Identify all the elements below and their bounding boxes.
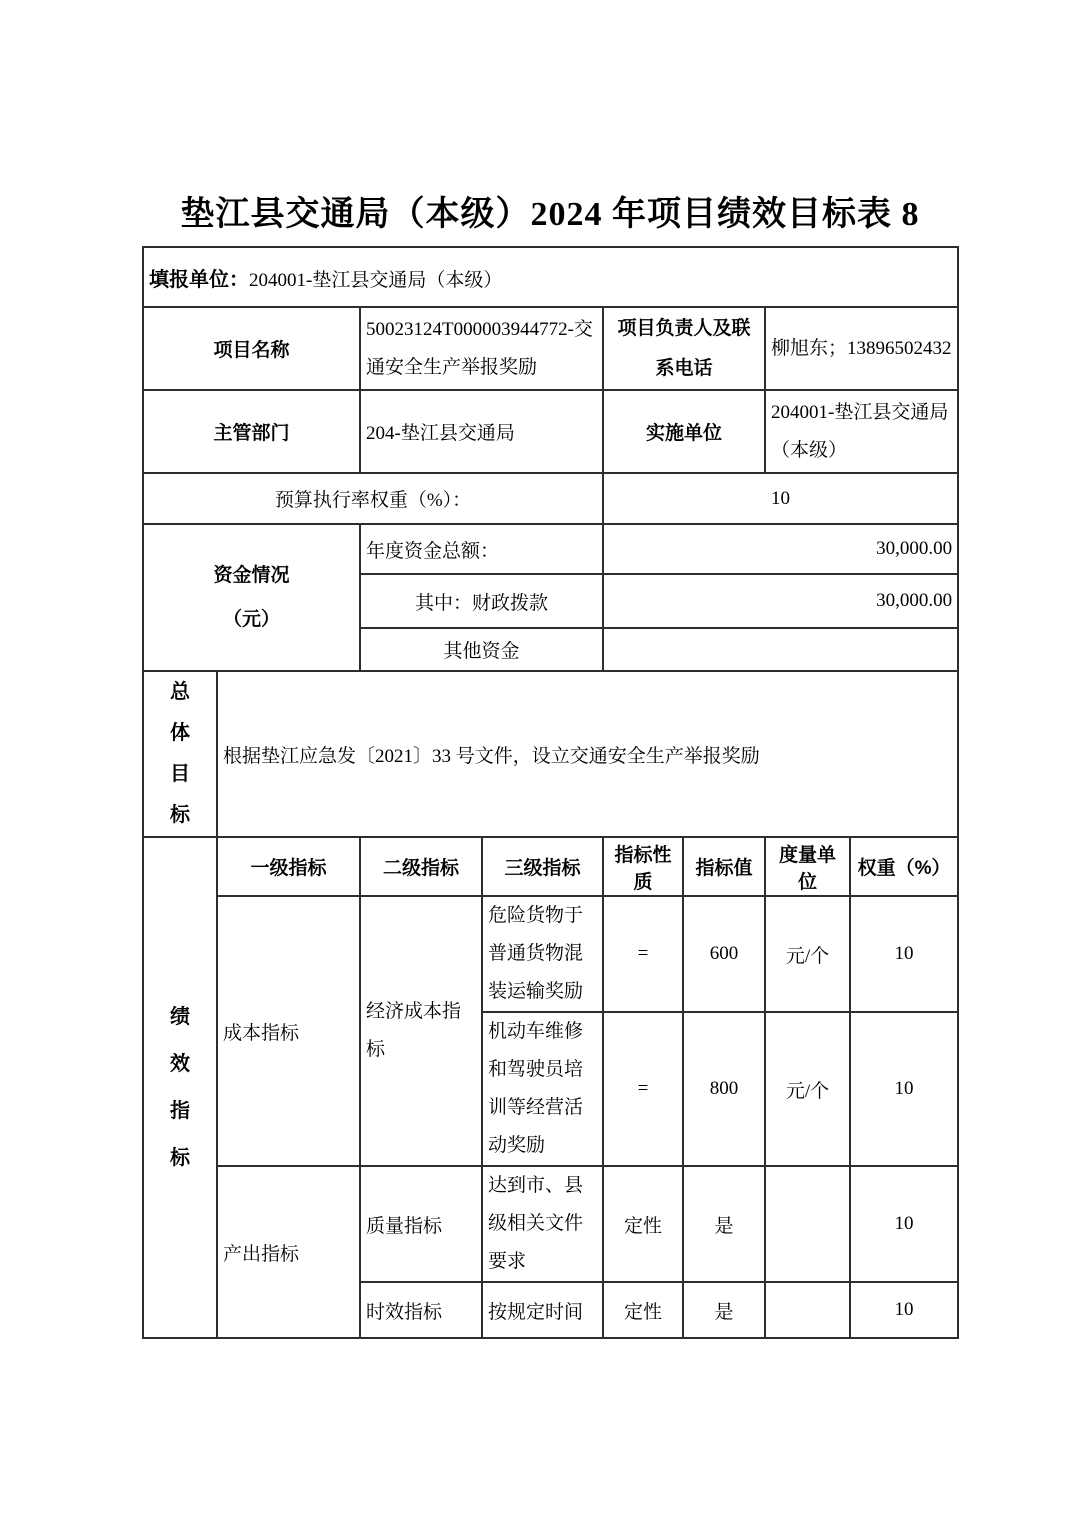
fill-unit-value: 204001-垫江县交通局（本级） [249, 269, 503, 291]
page-title: 垫江县交通局（本级）2024 年项目绩效目标表 8 [180, 196, 920, 233]
header-level2: 二级指标 [360, 837, 482, 896]
indicator-nature-cell: = [603, 896, 683, 1012]
fill-unit-cell [143, 247, 958, 307]
level3-indicator-cell: 危险货物于普通货物混装运输奖励 [482, 896, 603, 1012]
department-row [143, 390, 958, 473]
header-nature: 指标性质 [603, 837, 683, 896]
level2-indicator-cell: 质量指标 [360, 1166, 482, 1282]
indicator-weight-cell: 10 [850, 896, 958, 1012]
impl-value: 204001-垫江县交通局（本级） [765, 390, 958, 473]
indicator-weight-cell: 10 [850, 1166, 958, 1282]
project-name-value: 50023124T000003944772-交通安全生产举报奖励 [360, 307, 603, 390]
header-weight: 权重（%） [850, 837, 958, 896]
funding-fiscal-value: 30,000.00 [603, 574, 958, 628]
indicator-unit-cell [765, 1282, 850, 1338]
indicator-section-label: 绩效指标 [170, 1005, 190, 1169]
fill-unit-row [143, 247, 958, 307]
budget-rate-label: 预算执行率权重（%）： [143, 473, 603, 524]
funding-label [143, 524, 360, 671]
indicator-weight-cell: 10 [850, 1012, 958, 1166]
level1-indicator-cell: 产出指标 [217, 1166, 360, 1338]
level3-indicator-cell: 达到市、县级相关文件要求 [482, 1166, 603, 1282]
report-table [142, 246, 959, 1339]
fill-unit-label: 填报单位： [149, 268, 249, 291]
indicator-value-cell: 600 [683, 896, 765, 1012]
indicator-unit-cell: 元/个 [765, 1012, 850, 1166]
indicator-nature-cell: 定性 [603, 1282, 683, 1338]
project-name-label: 项目名称 [143, 307, 360, 390]
funding-fiscal-label: 其中：财政拨款 [360, 574, 603, 628]
funding-total-value: 30,000.00 [603, 524, 958, 574]
indicator-value-cell: 是 [683, 1166, 765, 1282]
indicator-row [143, 896, 958, 1012]
overall-goal-row [143, 671, 958, 837]
funding-other-label: 其他资金 [360, 628, 603, 671]
dept-value: 204-垫江县交通局 [360, 390, 603, 473]
impl-label: 实施单位 [603, 390, 765, 473]
header-unit: 度量单位 [765, 837, 850, 896]
indicator-unit-cell: 元/个 [765, 896, 850, 1012]
indicator-nature-cell: 定性 [603, 1166, 683, 1282]
level3-indicator-cell: 机动车维修和驾驶员培训等经营活动奖励 [482, 1012, 603, 1166]
funding-other-value [603, 628, 958, 671]
leader-label: 项目负责人及联系电话 [603, 307, 765, 390]
leader-value: 柳旭东；13896502432 [765, 307, 958, 390]
header-level3: 三级指标 [482, 837, 603, 896]
dept-label: 主管部门 [143, 390, 360, 473]
indicator-weight-cell: 10 [850, 1282, 958, 1338]
overall-goal-label-cell [143, 671, 217, 837]
indicator-value-cell: 是 [683, 1282, 765, 1338]
header-value: 指标值 [683, 837, 765, 896]
overall-goal-content: 根据垫江应急发〔2021〕33 号文件，设立交通安全生产举报奖励 [217, 671, 958, 837]
indicator-unit-cell [765, 1166, 850, 1282]
level1-indicator-cell: 成本指标 [217, 896, 360, 1166]
funding-total-row [143, 524, 958, 574]
funding-label-line2: （元） [222, 608, 280, 630]
funding-total-label: 年度资金总额： [360, 524, 603, 574]
indicator-value-cell: 800 [683, 1012, 765, 1166]
project-name-row [143, 307, 958, 390]
overall-goal-label: 总体目标 [170, 681, 190, 826]
funding-label-line1: 资金情况 [213, 564, 290, 586]
indicator-section-cell [143, 837, 217, 1338]
indicator-header-row [143, 837, 958, 896]
budget-rate-value: 10 [603, 473, 958, 524]
indicator-nature-cell: = [603, 1012, 683, 1166]
level2-indicator-cell: 经济成本指标 [360, 896, 482, 1166]
level3-indicator-cell: 按规定时间 [482, 1282, 603, 1338]
level2-indicator-cell: 时效指标 [360, 1282, 482, 1338]
budget-rate-row [143, 473, 958, 524]
header-level1: 一级指标 [217, 837, 360, 896]
indicator-row [143, 1166, 958, 1282]
